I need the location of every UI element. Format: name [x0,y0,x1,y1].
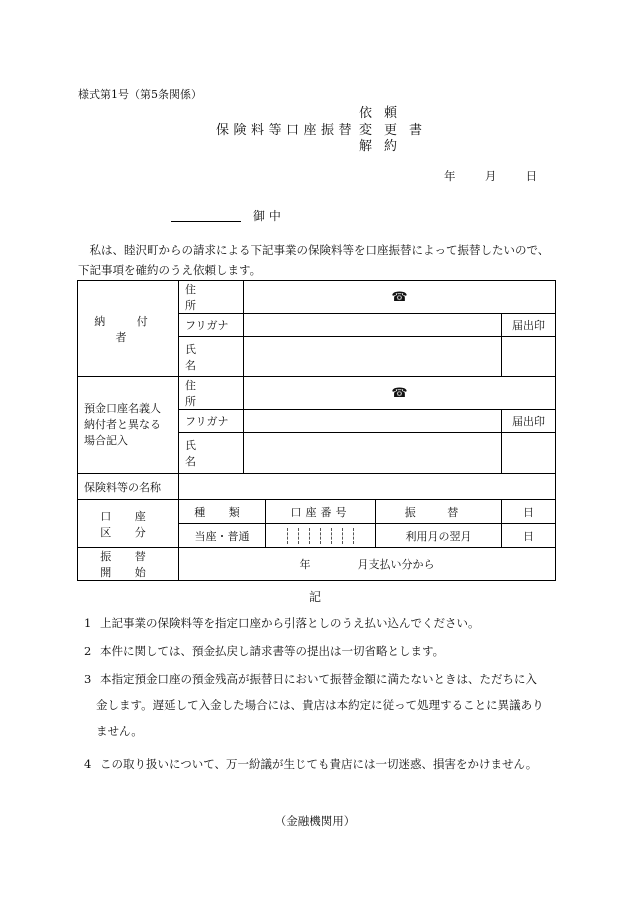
clause-text: 本指定預金口座の預金残高が振替日において振替金額に満たないときは、ただちに入 [100,672,537,686]
payer-address-field[interactable] [244,281,556,314]
clause-text: 本件に関しては、預金払戻し請求書等の提出は一切省略とします。 [100,644,445,658]
form-number: 様式第1号（第5条関係） [78,88,202,101]
recipient-suffix: 御 中 [253,209,281,223]
footer-note: （金融機関用） [274,814,356,828]
title-option-change: 変更書 [359,123,435,138]
account-type-label: 口 座 区 分 [78,500,179,548]
payer-name-field[interactable] [244,337,502,377]
clause-number: 2 [84,644,92,658]
start-year: 年 [299,558,311,571]
account-holder-label-line3: 場合記入 [84,434,128,447]
kind-value[interactable]: 当座・普通 [179,524,266,548]
title-option-cancel: 解約 [359,139,410,154]
holder-address-label: 住 所 [179,377,244,410]
telephone-icon: ☎ [391,289,408,305]
clause-2 [84,638,554,664]
transfer-day-unit: 日 [502,524,556,548]
application-table [77,280,556,581]
holder-name-field[interactable] [244,433,502,474]
insurance-name-label: 保険料等の名称 [78,474,179,500]
account-holder-label-line1: 預金口座名義人 [84,402,161,415]
payer-seal-box[interactable] [502,337,556,377]
kind-label: 種 類 [179,500,266,524]
account-number-field[interactable] [266,524,376,548]
holder-name-label: 氏 名 [179,433,244,474]
clause-number: 1 [84,616,92,630]
clause-text: 上記事業の保険料等を指定口座から引落としのうえ払い込んでください。 [100,616,480,630]
account-holder-label-line2: 納付者と異なる [84,418,161,431]
recipient-blank[interactable] [171,211,241,222]
transfer-day-label: 日 [502,500,556,524]
ki-heading: 記 [308,590,321,604]
document-title [0,100,630,154]
payer-label: 納 付 者 [78,281,179,377]
clause-4 [84,751,554,777]
date-line [444,168,537,184]
holder-furigana-label: フリガナ [179,410,244,433]
transfer-value: 利用月の翌月 [376,524,502,548]
account-number-digit-guides [272,528,369,544]
date-day: 日 [525,169,538,183]
account-number-label: 口座番号 [266,500,376,524]
title-option-request: 依頼 [359,106,410,121]
payer-address-label: 住 所 [179,281,244,314]
clause-text: この取り扱いについて、万一紛議が生じても貴店には一切迷惑、損害をかけません。 [100,757,538,771]
holder-furigana-field[interactable] [244,410,502,433]
intro-text: 私は、睦沢町からの請求による下記事業の保険料等を口座振替によって振替したいので、下記事項を確約のうえ依頼します。 [78,243,550,277]
clause-3 [84,666,554,744]
start-label: 振 替 開 始 [78,548,179,581]
holder-address-field[interactable] [244,377,556,410]
payer-name-label: 氏 名 [179,337,244,377]
clause-number: 4 [84,757,92,771]
start-month-suffix: 月支払い分から [357,558,435,571]
start-field[interactable] [179,548,556,581]
payer-seal-label: 届出印 [502,314,556,337]
telephone-icon: ☎ [391,385,408,401]
account-holder-label [78,377,179,474]
payer-furigana-label: フリガナ [179,314,244,337]
holder-seal-label: 届出印 [502,410,556,433]
payer-furigana-field[interactable] [244,314,502,337]
title-main: 保険料等口座振替 [216,123,357,138]
holder-seal-box[interactable] [502,433,556,474]
recipient [171,207,281,224]
clause-text-continued: 金します。遅延して入金した場合には、貴店は本約定に従って処理することに異議ありません。 [96,698,544,738]
date-year: 年 [444,169,456,183]
insurance-name-field[interactable] [179,474,556,500]
clause-number: 3 [84,672,92,686]
clause-1 [84,610,554,636]
transfer-label: 振 替 [376,500,502,524]
date-month: 月 [484,169,497,183]
